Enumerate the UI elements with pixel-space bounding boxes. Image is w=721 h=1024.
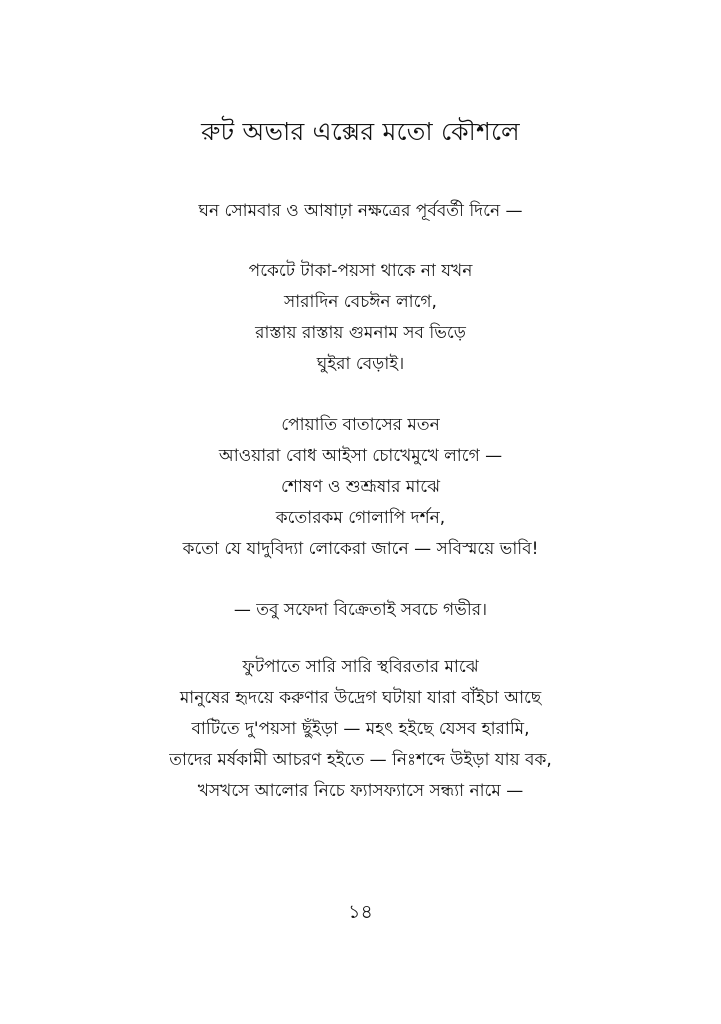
verse-line: বাটিতে দু'পয়সা ছুঁইড়া — মহৎ হইছে যেসব হারামি,	[191, 719, 530, 739]
verse-line: — তবু সফেদা বিক্রেতাই সবচে গভীর।	[233, 600, 488, 620]
verse-line: মানুষের হৃদয়ে করুণার উদ্রেগ ঘটায়া যারা বাঁইচা আছে	[179, 688, 542, 708]
stanza-2	[0, 410, 721, 565]
poem-subtitle: ঘন সোমবার ও আষাঢ়া নক্ষত্রের পূর্ববর্তী দিনে —	[198, 201, 523, 221]
stanza-3	[0, 595, 721, 626]
verse-line: কতো যে যাদুবিদ্যা লোকেরা জানে — সবিস্ময়ে ভাবি!	[182, 539, 539, 559]
verse-line: আওয়ারা বোধ আইসা চোখেমুখে লাগে —	[218, 446, 503, 466]
stanza-4	[0, 652, 721, 807]
verse-line: কতোরকম গোলাপি দর্শন,	[275, 508, 446, 528]
verse-line: ঘুইরা বেড়াই।	[316, 354, 405, 374]
verse-line: সারাদিন বেচঈন লাগে,	[284, 292, 437, 312]
verse-line: পকেটে টাকা-পয়সা থাকে না যখন	[248, 261, 473, 281]
poem-title: রুট অভার এক্সের মতো কৌশলে	[201, 117, 520, 146]
verse-line: শোষণ ও শুশ্রূষার মাঝে	[281, 477, 440, 497]
stanza-1	[0, 256, 721, 380]
verse-line: পোয়াতি বাতাসের মতন	[281, 415, 440, 435]
page-number: ১৪	[348, 901, 373, 923]
verse-line: রাস্তায় রাস্তায় গুমনাম সব ভিড়ে	[255, 323, 466, 343]
verse-line: খসখসে আলোর নিচে ফ্যাসফ্যাসে সন্ধ্যা নামে —	[197, 781, 524, 801]
verse-line: ফুটপাতে সারি সারি স্থবিরতার মাঝে	[242, 657, 479, 677]
verse-line: তাদের মর্ষকামী আচরণ হইতে — নিঃশব্দে উইড়া যায় বক,	[169, 750, 552, 770]
